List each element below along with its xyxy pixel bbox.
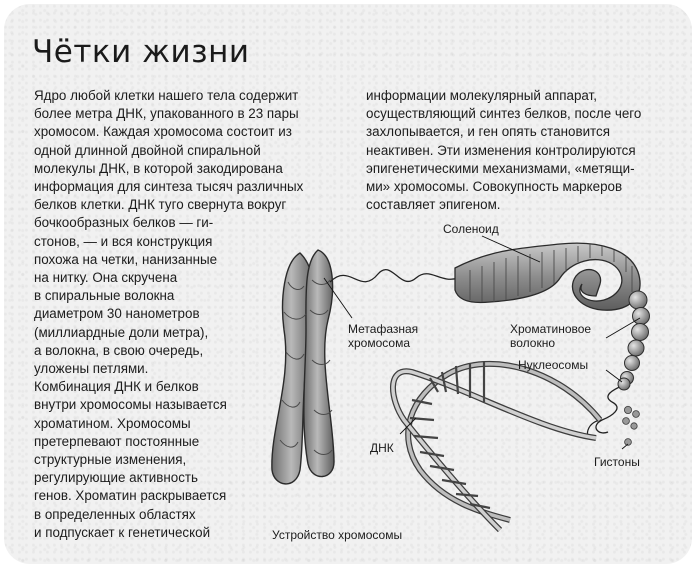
label-dna: ДНК: [370, 441, 394, 455]
label-histones: Гистоны: [594, 455, 640, 469]
solenoid-fiber-figure: [455, 243, 640, 310]
histone-particles: [623, 406, 640, 445]
dna-double-helix: [393, 362, 600, 530]
label-metaphase-chromosome: Метафазная хромосома: [348, 322, 419, 350]
body-text-left-column: Ядро любой клетки нашего тела содержит более метра ДНК, упакованного в 23 пары хромосом. Каждая хромосома состоит из одной длинной двойной спиральной молекулы ДНК, в которой закодирована информация для синтеза тысяч различных белков клетки. ДНК туго свернута вокруг бочкообразных белков — ги- стонов, — и вся конструкция похожа на четки, нанизанные на нитку. Она скручена в спиральные волокна диаметром 30 нанометров (миллиардные доли метра), а волокна, в свою очередь, уложены петлями. Комбинация ДНК и белков внутри хромосомы называется хроматином. Хромосомы претерпевают постоянные структурные изменения, регулирующие активность генов. Хроматин раскрывается в определенных областях и подпускает к генетической: [34, 88, 304, 540]
label-solenoid: Соленоид: [443, 222, 499, 236]
label-nucleosomes: Нуклеосомы: [518, 358, 589, 372]
nucleosome-string: [596, 385, 624, 433]
label-chromatin-fiber: Хроматиновое волокно: [510, 322, 592, 350]
metaphase-chromosome-figure: [272, 250, 334, 484]
dna-thread-connector: [330, 270, 458, 282]
diagram-caption: Устройство хромосомы: [272, 528, 403, 542]
body-text-right-column: информации молекулярный аппарат, осуществляющий синтез белков, после чего захлопывается, и ген опять становится неактивен. Эти изменения контролируются эпигенетическими механизмами, «метящи- ми» хромосомы. Совокупность маркеров составляет эпигеном.: [366, 88, 642, 213]
page-title: Чётки жизни: [32, 34, 250, 70]
